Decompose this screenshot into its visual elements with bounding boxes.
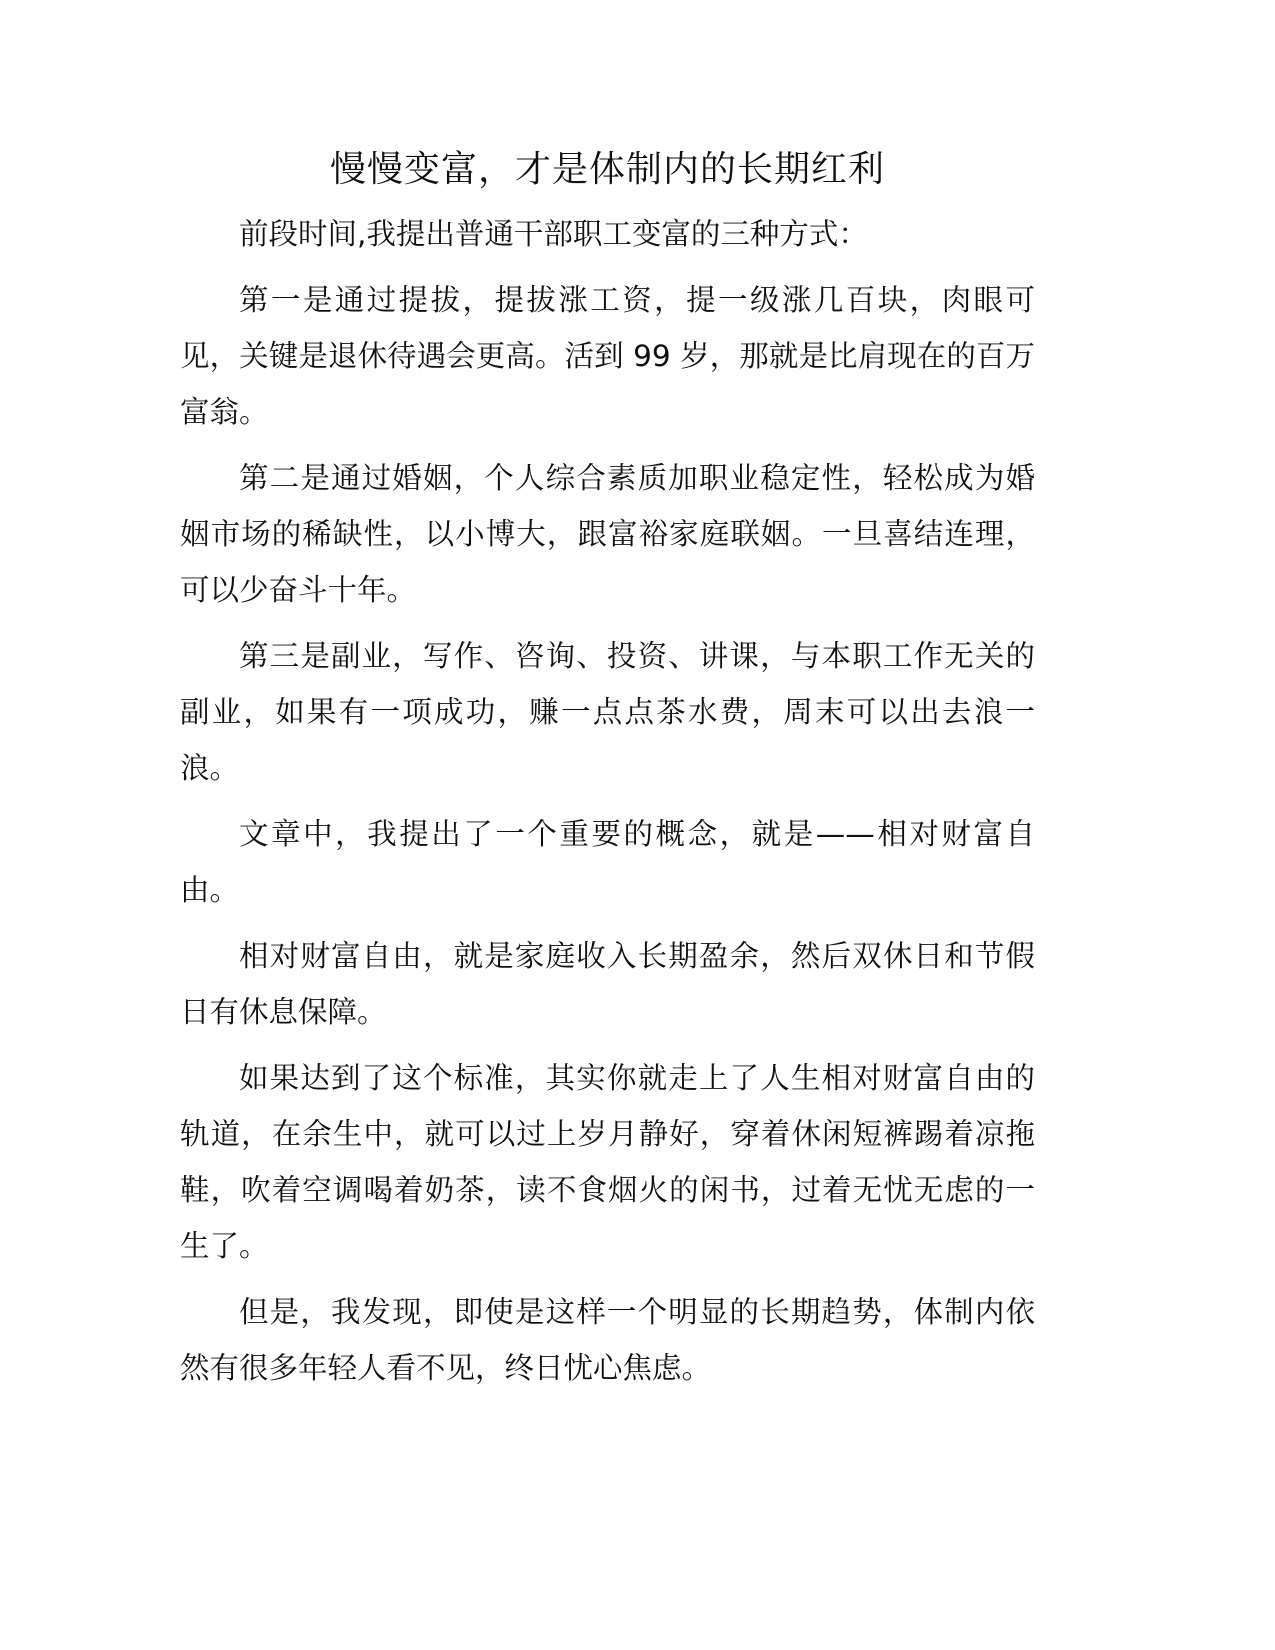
document-title: 慢慢变富，才是体制内的长期红利 bbox=[329, 149, 885, 190]
paragraph-intro: 前段时间,我提出普通干部职工变富的三种方式： bbox=[239, 217, 868, 251]
paragraph-standard: 如果达到了这个标准，其实你就走上了人生相对财富自由的轨道，在余生中，就可以过上岁月静好，穿着休闲短裤踢着凉拖鞋，吹着空调喝着奶茶，读不食烟火的闲书，过着无忧无虑的一生了。 bbox=[180, 1061, 1035, 1263]
paragraph-concept: 文章中，我提出了一个重要的概念，就是——相对财富自由。 bbox=[180, 817, 1035, 907]
paragraph-method-3: 第三是副业，写作、咨询、投资、讲课，与本职工作无关的副业，如果有一项成功，赚一点点茶水费，周末可以出去浪一浪。 bbox=[180, 639, 1035, 785]
paragraph-method-2: 第二是通过婚姻，个人综合素质加职业稳定性，轻松成为婚姻市场的稀缺性，以小博大，跟富裕家庭联姻。一旦喜结连理，可以少奋斗十年。 bbox=[180, 461, 1035, 607]
document-page bbox=[180, 140, 1035, 1406]
paragraph-observation: 但是，我发现，即使是这样一个明显的长期趋势，体制内依然有很多年轻人看不见，终日忧心焦虑。 bbox=[180, 1295, 1035, 1385]
paragraph-definition: 相对财富自由，就是家庭收入长期盈余，然后双休日和节假日有休息保障。 bbox=[180, 939, 1035, 1029]
paragraph-method-1: 第一是通过提拔，提拔涨工资，提一级涨几百块，肉眼可见，关键是退休待遇会更高。活到 99 岁，那就是比肩现在的百万富翁。 bbox=[180, 283, 1035, 429]
